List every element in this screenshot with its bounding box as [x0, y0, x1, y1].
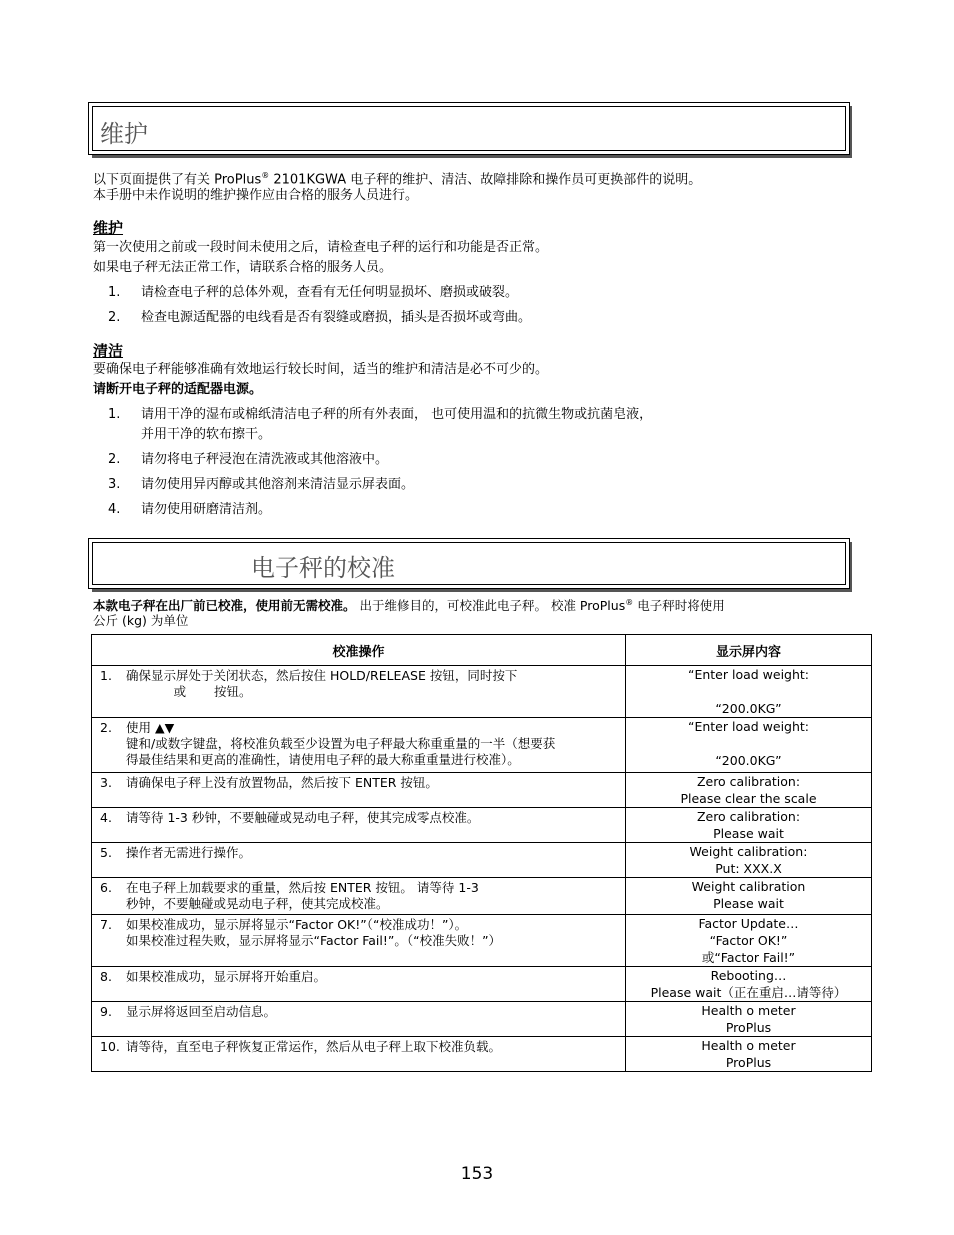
- display-text: Factor Update…: [698, 916, 799, 931]
- operation-cell: [92, 666, 626, 718]
- step-number: 10.: [100, 1039, 120, 1054]
- display-text: “Enter load weight:: [687, 719, 810, 734]
- section-title-maintenance: 维护: [100, 120, 148, 148]
- table-row: [92, 1037, 872, 1072]
- operation-cell: [92, 878, 626, 915]
- operation-cell: [92, 773, 626, 808]
- list-item-number: 2.: [108, 452, 121, 467]
- step-number: 7.: [100, 917, 112, 932]
- calibration-intro-line-2: 公斤 (kg) 为单位: [93, 613, 189, 628]
- display-text: “Factor OK!”: [709, 933, 788, 948]
- step-text: 或 按钮。: [126, 684, 252, 699]
- display-cell: [626, 843, 872, 878]
- table-row: [92, 915, 872, 967]
- display-text: Please clear the scale: [680, 791, 817, 806]
- operation-cell: [92, 843, 626, 878]
- table-row: [92, 967, 872, 1002]
- list-item-number: 2.: [108, 310, 121, 325]
- step-text: 使用 ▲▼: [126, 720, 175, 735]
- column-header-display: 显示屏内容: [626, 635, 872, 666]
- display-text: Please wait: [713, 896, 784, 911]
- list-item-number: 4.: [108, 502, 121, 517]
- display-text: Rebooting…: [710, 968, 787, 983]
- section-header-box: [88, 102, 850, 155]
- cleaning-heading: 清洁: [93, 342, 124, 360]
- list-item-number: 3.: [108, 477, 121, 492]
- table-row: [92, 666, 872, 718]
- table-row: [92, 808, 872, 843]
- step-number: 2.: [100, 720, 112, 735]
- operation-cell: [92, 1037, 626, 1072]
- step-text: 如果校准成功，显示屏将开始重启。: [126, 969, 327, 984]
- step-text: 确保显示屏处于关闭状态，然后按住 HOLD/RELEASE 按钮，同时按下: [126, 668, 518, 683]
- step-number: 4.: [100, 810, 112, 825]
- step-text: 得最佳结果和更高的准确性，请使用电子秤的最大称重重量进行校准）。: [126, 752, 520, 767]
- display-text: Please wait: [713, 826, 784, 841]
- table-row: [92, 1002, 872, 1037]
- display-text: 或“Factor Fail!”: [701, 950, 796, 965]
- display-text: “200.0KG”: [715, 701, 782, 716]
- cleaning-line-1: 要确保电子秤能够准确有效地运行较长时间，适当的维护和清洁是必不可少的。: [93, 362, 549, 377]
- display-text: Weight calibration: [691, 879, 806, 894]
- step-text: 请确保电子秤上没有放置物品，然后按下 ENTER 按钮。: [126, 775, 438, 790]
- list-item: 请检查电子秤的总体外观，查看有无任何明显损坏、磨损或破裂。: [141, 285, 519, 300]
- display-text: “200.0KG”: [715, 753, 782, 768]
- display-text: Zero calibration:: [696, 809, 801, 824]
- display-text: Health o meter: [701, 1038, 796, 1053]
- step-text: 请等待 1-3 秒钟，不要触碰或晃动电子秤，使其完成零点校准。: [126, 810, 480, 825]
- section-header-box: [88, 538, 850, 589]
- step-number: 1.: [100, 668, 112, 683]
- table-header-row: [92, 635, 872, 666]
- calibration-table: [91, 634, 872, 1072]
- step-number: 3.: [100, 775, 112, 790]
- operation-cell: [92, 967, 626, 1002]
- step-text: 在电子秤上加载要求的重量，然后按 ENTER 按钮。 请等待 1-3: [126, 880, 479, 895]
- display-cell: [626, 808, 872, 843]
- display-cell: [626, 1037, 872, 1072]
- maintenance-line-2: 如果电子秤无法正常工作，请联系合格的服务人员。: [93, 260, 393, 275]
- display-text: [626, 735, 871, 752]
- list-item: 请勿使用研磨清洁剂。: [141, 502, 272, 517]
- step-text: 秒钟，不要触碰或晃动电子秤，使其完成校准。: [126, 896, 389, 911]
- list-item: 请勿将电子秤浸泡在清洗液或其他溶液中。: [141, 452, 389, 467]
- display-text: Zero calibration:: [696, 774, 801, 789]
- intro-line-1: 以下页面提供了有关 ProPlus® 2101KGWA 电子秤的维护、清洁、故障排除和操作员可更换部件的说明。: [93, 171, 702, 188]
- table-row: [92, 718, 872, 773]
- step-number: 8.: [100, 969, 112, 984]
- column-header-operation: 校准操作: [92, 635, 626, 666]
- operation-cell: [92, 915, 626, 967]
- display-cell: [626, 915, 872, 967]
- step-number: 9.: [100, 1004, 112, 1019]
- step-number: 6.: [100, 880, 112, 895]
- display-text: Health o meter: [701, 1003, 796, 1018]
- display-text: ProPlus: [725, 1055, 772, 1070]
- display-text: Weight calibration:: [689, 844, 808, 859]
- maintenance-line-1: 第一次使用之前或一段时间未使用之后，请检查电子秤的运行和功能是否正常。: [93, 240, 549, 255]
- maintenance-heading: 维护: [93, 219, 124, 237]
- list-item-number: 1.: [108, 407, 121, 422]
- intro-line-2: 本手册中未作说明的维护操作应由合格的服务人员进行。: [93, 188, 419, 203]
- step-text: 如果校准成功，显示屏将显示“Factor OK!”（“校准成功！”）。: [126, 917, 468, 932]
- step-text: 显示屏将返回至启动信息。: [126, 1004, 277, 1019]
- table-row: [92, 878, 872, 915]
- section-title-calibration: 电子秤的校准: [251, 554, 395, 582]
- display-cell: [626, 1002, 872, 1037]
- display-text: Please wait（正在重启…请等待）: [650, 985, 847, 1000]
- operation-cell: [92, 808, 626, 843]
- list-item-continued: 并用干净的软布擦干。: [141, 427, 272, 442]
- section-header-inner: [92, 106, 846, 151]
- list-item-number: 1.: [108, 285, 121, 300]
- step-text: 操作者无需进行操作。: [126, 845, 252, 860]
- display-cell: [626, 878, 872, 915]
- display-text: “Enter load weight:: [687, 667, 810, 682]
- step-number: 5.: [100, 845, 112, 860]
- table-row: [92, 773, 872, 808]
- table-row: [92, 843, 872, 878]
- list-item: 请勿使用异丙醇或其他溶剂来清洁显示屏表面。: [141, 477, 415, 492]
- display-cell: [626, 773, 872, 808]
- display-text: Put: XXX.X: [715, 861, 782, 876]
- list-item: 检查电源适配器的电线看是否有裂缝或磨损，插头是否损坏或弯曲。: [141, 310, 532, 325]
- operation-cell: [92, 1002, 626, 1037]
- display-text: ProPlus: [725, 1020, 772, 1035]
- display-text: [626, 683, 871, 700]
- step-text: 键和/或数字键盘，将校准负载至少设置为电子秤最大称重重量的一半（想要获: [126, 736, 556, 751]
- calibration-intro-line-1: 本款电子秤在出厂前已校准，使用前无需校准。 出于维修目的，可校准此电子秤。 校准 ProPlus® 电子秤时将使用: [93, 598, 725, 614]
- section-header-inner: [92, 542, 846, 585]
- step-text: 如果校准过程失败，显示屏将显示“Factor Fail!”。（“校准失败！”）: [126, 933, 502, 948]
- list-item: 请用干净的湿布或棉纸清洁电子秤的所有外表面， 也可使用温和的抗微生物或抗菌皂液，: [141, 407, 653, 422]
- step-text: 请等待，直至电子秤恢复正常运作，然后从电子秤上取下校准负载。: [126, 1039, 502, 1054]
- cleaning-warning: 请断开电子秤的适配器电源。: [93, 382, 263, 397]
- page-number: 153: [460, 1164, 494, 1184]
- operation-cell: [92, 718, 626, 773]
- display-cell: [626, 718, 872, 773]
- display-cell: [626, 666, 872, 718]
- display-cell: [626, 967, 872, 1002]
